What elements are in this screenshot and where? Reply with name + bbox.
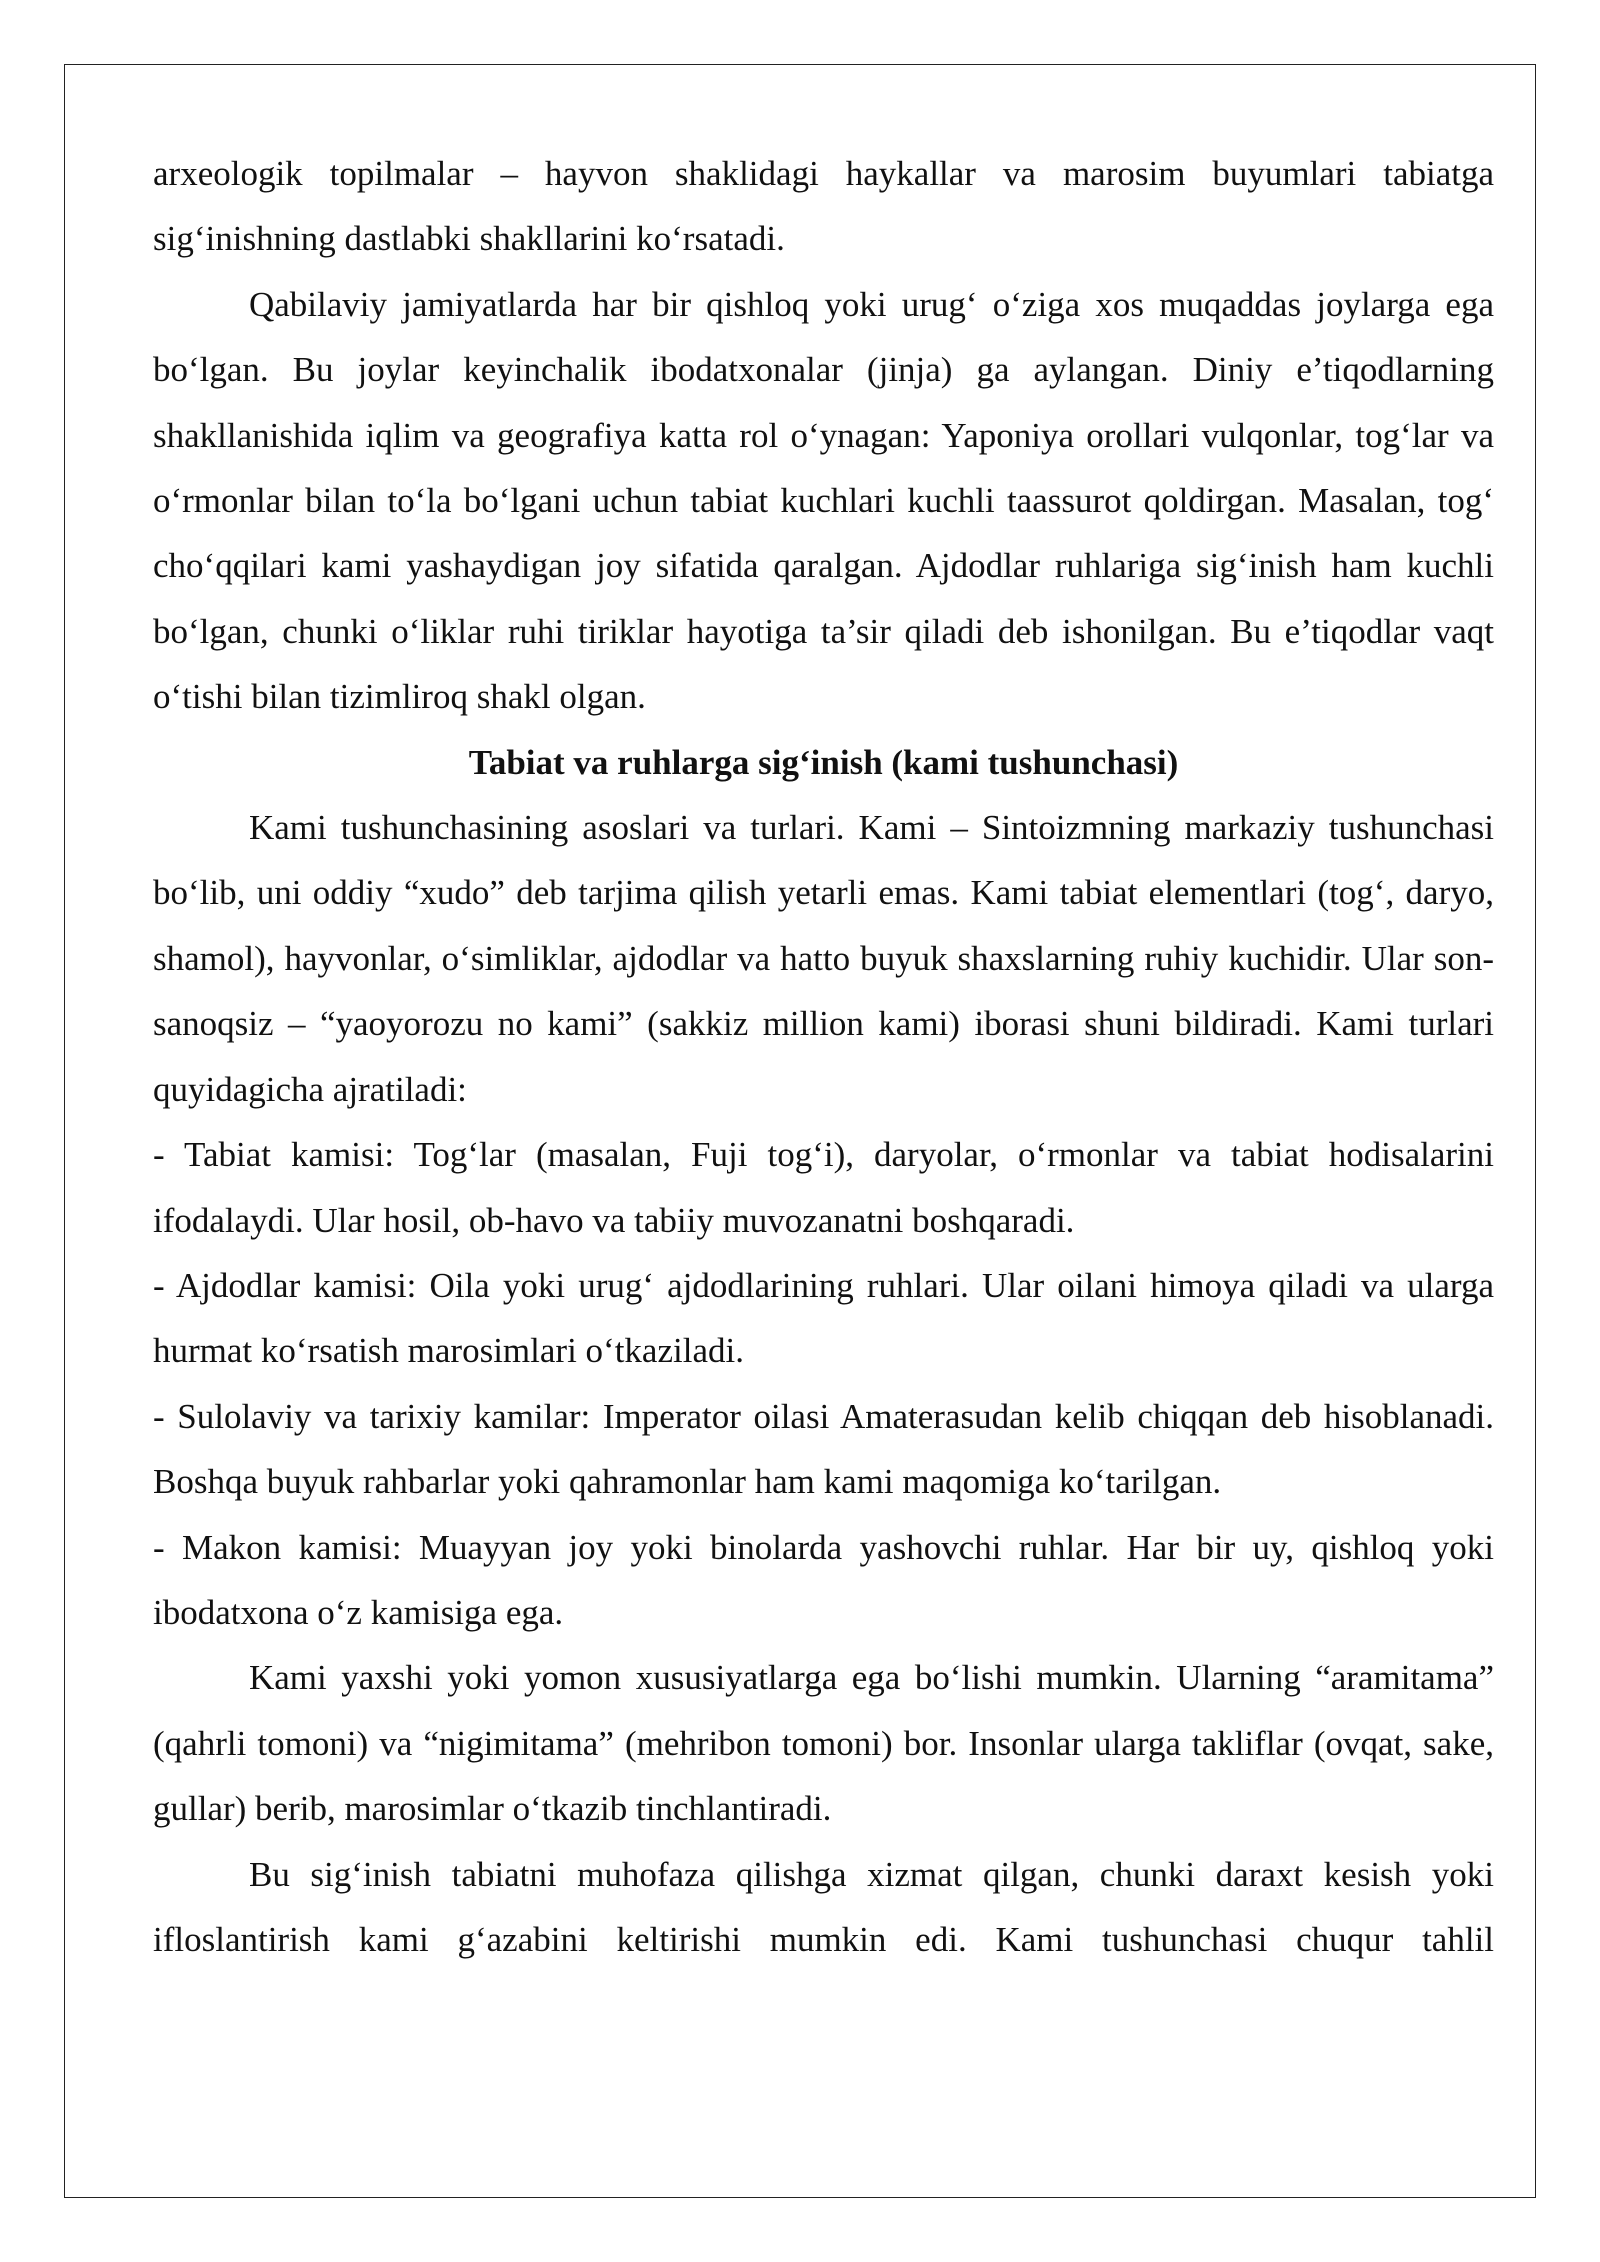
document-body — [153, 141, 1494, 1972]
list-item-dynastic-kami: - Sulolaviy va tarixiy kamilar: Imperator oilasi Amaterasudan kelib chiqqan deb hisoblanadi. Boshqa buyuk rahbarlar yoki qahramonlar ham kami maqomiga ko‘tarilgan. — [153, 1396, 1494, 1502]
paragraph-3: Kami tushunchasining asoslari va turlari. Kami – Sintoizmning markaziy tushunchasi bo‘lib, uni oddiy “xudo” deb tarjima qilish yetarli emas. Kami tabiat elementlari (tog‘, daryo, shamol), hayvonlar, o‘simliklar, ajdodlar va hatto buyuk shaxslarning ruhiy kuchidir. Ular son-sanoqsiz – “yaoyorozu no kami” (sakkiz million kami) iborasi shuni bildiradi. Kami turlari quyidagicha ajratiladi: — [153, 808, 1494, 1109]
paragraph-2: Qabilaviy jamiyatlarda har bir qishloq yoki urug‘ o‘ziga xos muqaddas joylarga ega bo‘lgan. Bu joylar keyinchalik ibodatxonalar (jinja) ga aylangan. Diniy e’tiqodlarning shakllanishida iqlim va geografiya katta rol o‘ynagan: Yaponiya orollari vulqonlar, tog‘lar va o‘rmonlar bilan to‘la bo‘lgani uchun tabiat kuchlari kuchli taassurot qoldirgan. Masalan, tog‘ cho‘qqilari kami yashaydigan joy sifatida qaralgan. Ajdodlar ruhlariga sig‘inish ham kuchli bo‘lgan, chunki o‘liklar ruhi tiriklar hayotiga ta’sir qiladi deb ishonilgan. Bu e’tiqodlar vaqt o‘tishi bilan tizimliroq shakl olgan. — [153, 284, 1494, 717]
section-heading: Tabiat va ruhlarga sig‘inish (kami tushunchasi) — [468, 742, 1179, 782]
list-item-ancestor-kami: - Ajdodlar kamisi: Oila yoki urug‘ ajdodlarining ruhlari. Ular oilani himoya qiladi va ularga hurmat ko‘rsatish marosimlari o‘tkaziladi. — [153, 1265, 1494, 1371]
list-item-place-kami: - Makon kamisi: Muayyan joy yoki binolarda yashovchi ruhlar. Har bir uy, qishloq yoki ibodatxona o‘z kamisiga ega. — [153, 1527, 1494, 1632]
list-item-nature-kami: - Tabiat kamisi: Tog‘lar (masalan, Fuji tog‘i), daryolar, o‘rmonlar va tabiat hodisalarini ifodalaydi. Ular hosil, ob-havo va tabiiy muvozanatni boshqaradi. — [153, 1135, 1494, 1240]
paragraph-4: Kami yaxshi yoki yomon xususiyatlarga ega bo‘lishi mumkin. Ularning “aramitama” (qahrli tomoni) va “nigimitama” (mehribon tomoni) bor. Insonlar ularga takliflar (ovqat, sake, gullar) berib, marosimlar o‘tkazib tinchlantiradi. — [153, 1658, 1494, 1829]
paragraph-1: arxeologik topilmalar – hayvon shaklidagi haykallar va marosim buyumlari tabiatga sig‘inishning dastlabki shakllarini ko‘rsatadi. — [153, 154, 1494, 259]
paragraph-5: Bu sig‘inish tabiatni muhofaza qilishga xizmat qilgan, chunki daraxt kesish yoki ifloslantirish kami g‘azabini keltirishi mumkin edi. Kami tushunchasi chuqur tahlil — [153, 1854, 1494, 1959]
